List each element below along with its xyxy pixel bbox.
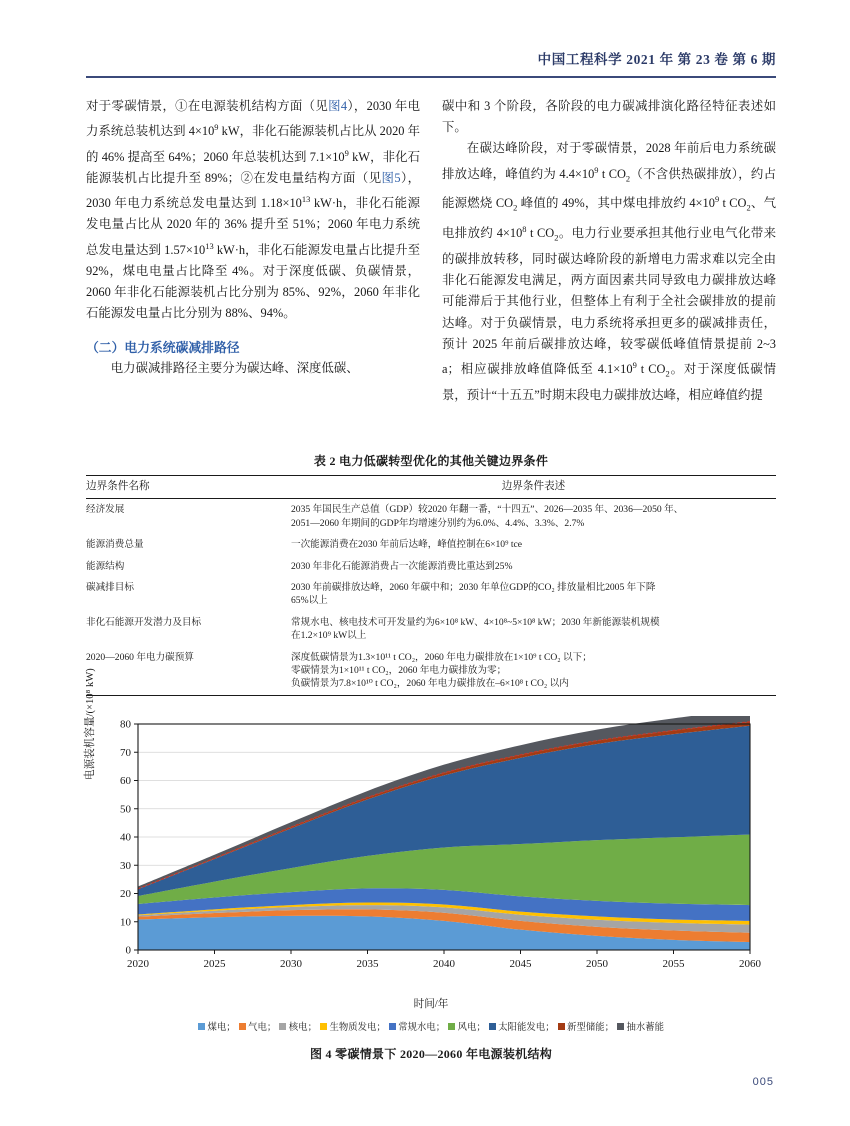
text-run: kW·h，非化石能源发电量占比从 2020 年的 36% 提升至 51%；2060 年电力系统总发电量达到 1.57×10 <box>86 196 421 257</box>
text-run: t CO <box>526 226 555 241</box>
table-cell-name: 能源消费总量 <box>86 539 144 551</box>
table-caption: 表 2 电力低碳转型优化的其他关键边界条件 <box>313 454 549 468</box>
table-cell-line: 2035 年国民生产总值（GDP）较2020 年翻一番，“十四五”、2026—2035 年、2036—2050 年、 <box>291 504 684 516</box>
text-run: 对于零碳情景，①在电源装机结构方面（见 <box>86 99 329 113</box>
y-tick-label: 0 <box>125 944 131 957</box>
sup: 9 <box>214 122 219 133</box>
text-run: kW，非化石能源装机占比提升至 89%；②在发电量结构方面（见 <box>86 149 420 185</box>
x-tick-label: 2020 <box>127 958 149 970</box>
table-cell-line: 65%以上 <box>291 595 328 607</box>
legend-item-1[interactable] <box>239 1019 267 1033</box>
stacked-area-chart <box>86 716 776 984</box>
legend-item-8[interactable] <box>617 1019 664 1033</box>
table-cell-description <box>291 534 776 555</box>
table-row <box>86 499 776 534</box>
legend-swatch-icon <box>239 1023 246 1030</box>
legend-label: 气电 <box>248 1023 267 1033</box>
left-column <box>86 96 420 406</box>
x-tick-label: 2045 <box>509 958 532 970</box>
legend-swatch-icon <box>279 1023 286 1030</box>
x-tick-label: 2030 <box>280 958 302 970</box>
legend-label: 太阳能发电 <box>498 1023 546 1033</box>
table-cell-description <box>291 556 776 577</box>
table-cell-name: 能源结构 <box>86 560 125 572</box>
left-paragraph-1 <box>86 96 420 325</box>
figure-link-5[interactable]: 图 <box>381 170 395 185</box>
table-col-header-name: 边界条件名称 <box>86 481 150 492</box>
x-tick-label: 2035 <box>356 958 379 970</box>
sup: 13 <box>205 240 214 251</box>
sub: 2 <box>665 368 670 379</box>
table-row <box>86 577 776 612</box>
text-run: 、气电排放约 4×10 <box>442 196 777 241</box>
text-run: t CO <box>636 362 666 377</box>
legend-item-4[interactable] <box>389 1019 436 1033</box>
text-run: t CO <box>719 196 747 211</box>
table-row <box>86 647 776 696</box>
table-cell-description <box>291 612 776 647</box>
legend-separator: ； <box>307 1023 317 1033</box>
y-tick-label: 30 <box>120 859 131 872</box>
sup: 9 <box>594 164 599 175</box>
chart-legend <box>86 1019 776 1033</box>
table-body <box>86 499 776 695</box>
text-run: kW，非化石能源装机占比从 2020 年的 46% 提高至 64%；2060 年总装机达到 7.1×10 <box>86 124 420 164</box>
table-cell-name: 碳减排目标 <box>86 582 134 594</box>
table-cell-name: 2020—2060 年电力碳预算 <box>86 651 194 663</box>
y-tick-label: 10 <box>120 916 131 929</box>
right-column <box>442 96 776 406</box>
legend-separator: ； <box>604 1023 614 1033</box>
figure-link-4-num[interactable]: 4 <box>340 99 348 113</box>
text-run: 峰值的 49%，其中煤电排放约 4×10 <box>517 196 715 211</box>
legend-item-3[interactable] <box>320 1019 376 1033</box>
legend-separator: ； <box>376 1023 386 1033</box>
table-cell-description <box>291 577 776 612</box>
figure-link-4[interactable]: 图 <box>328 99 341 113</box>
sub: 2 <box>625 173 631 184</box>
table-row <box>86 556 776 577</box>
legend-label: 常规水电 <box>398 1023 436 1033</box>
table-cell-line: 2030 年非化石能源消费占一次能源消费比重达到25% <box>291 560 513 572</box>
text-run: 。电力行业要承担其他行业电气化带来的碳排放转移，同时碳达峰阶段的新增电力需求难以完全由非化石能源发电满足，两方面因素共同导致电力碳排放达峰可能滞后于其他行业，但整体上有利于全社会碳排放的提前达峰。对于负碳情景，电力系统将承担更多的碳减排责任，预计 2025 年前后碳排放达峰，较零碳低峰值情景提前 2~3 a；相应碳排放峰值降低至 4.1×10 <box>442 226 777 377</box>
text-run: ），2030 年电力系统总装机达到 4×10 <box>86 99 421 139</box>
text-run: ），2030 年电力系统总发电量达到 1.18×10 <box>86 170 420 211</box>
right-paragraph-1: 碳中和 3 个阶段，各阶段的电力碳减排演化路径特征表述如下。 <box>442 99 776 135</box>
legend-item-7[interactable] <box>558 1019 605 1033</box>
table-cell-line: 在1.2×10⁹ kW以上 <box>291 630 367 642</box>
left-paragraph-2: 电力碳减排路径主要分为碳达峰、深度低碳、 <box>110 360 359 375</box>
sup: 8 <box>522 224 527 235</box>
table-cell-line: 深度低碳情景为1.3×10¹¹ t CO₂，2060 年电力碳排放在1×10⁹ t CO₂ 以下； <box>291 651 592 663</box>
right-paragraph-2 <box>442 138 776 406</box>
legend-label: 核电 <box>288 1023 308 1033</box>
y-tick-label: 60 <box>120 775 131 788</box>
y-tick-label: 70 <box>120 746 131 759</box>
legend-swatch-icon <box>489 1023 496 1030</box>
sup: 9 <box>344 147 349 158</box>
table-cell-description <box>291 647 776 696</box>
legend-label: 风电 <box>457 1023 477 1033</box>
boundary-conditions-table <box>86 475 776 696</box>
running-title: 中国工程科学 2021 年 第 23 卷 第 6 期 <box>537 52 776 67</box>
x-tick-label: 2055 <box>662 958 685 970</box>
table-row <box>86 612 776 647</box>
table-cell-line: 常规水电、核电技术可开发量约为6×10⁸ kW、4×10⁸~5×10⁸ kW；2030 年新能源装机规模 <box>291 616 660 628</box>
legend-item-6[interactable] <box>489 1019 545 1033</box>
table-header-row <box>86 476 776 499</box>
legend-separator: ； <box>435 1023 446 1033</box>
legend-swatch-icon <box>198 1023 205 1030</box>
table-cell-line: 负碳情景为7.8×10¹⁰ t CO₂，2060 年电力碳排放在–6×10⁸ t CO₂ 以内 <box>291 678 569 690</box>
text-run: 在碳达峰阶段，对于零碳情景，2028 年前后电力系统碳排放达峰，峰值约为 4.4×10 <box>442 141 776 181</box>
text-run: kW·h，非化石能源发电量占比提升至 92%，煤电电量占比降至 4%。对于深度低碳、负碳情景，2060 年非化石能源装机占比分别为 85%、92%，2060 年非化石能源发电量占比分别为 88%、94%。 <box>86 242 420 321</box>
legend-label: 新型储能 <box>567 1023 605 1033</box>
legend-label: 抽水蓄能 <box>626 1023 664 1033</box>
table-cell-name: 经济发展 <box>86 504 125 516</box>
legend-swatch-icon <box>617 1023 624 1030</box>
y-tick-label: 50 <box>120 803 131 816</box>
x-tick-label: 2060 <box>739 958 761 970</box>
section-heading: （二）电力系统碳减排路径 <box>86 339 240 355</box>
figure-link-5-num[interactable]: 5 <box>394 170 401 185</box>
x-tick-label: 2025 <box>203 958 226 970</box>
chart-x-axis-label: 时间/年 <box>413 999 449 1010</box>
legend-separator: ； <box>266 1023 277 1033</box>
legend-swatch-icon <box>389 1023 396 1030</box>
legend-item-2[interactable] <box>279 1019 307 1033</box>
table-cell-name: 非化石能源开发潜力及目标 <box>86 616 202 628</box>
legend-swatch-icon <box>558 1023 565 1030</box>
y-tick-label: 80 <box>120 718 131 731</box>
text-run: 。对于深度低碳情景，预计“十五五”时期末段电力碳排放达峰，相应峰值约提 <box>442 362 777 402</box>
legend-label: 煤电 <box>207 1023 227 1033</box>
x-tick-label: 2040 <box>433 958 455 970</box>
table-head <box>86 476 776 499</box>
y-tick-label: 20 <box>120 888 131 901</box>
sub: 2 <box>513 203 518 213</box>
legend-swatch-icon <box>320 1023 327 1030</box>
legend-separator: ； <box>226 1023 236 1033</box>
sup: 9 <box>632 360 637 371</box>
body-columns <box>86 96 776 406</box>
table-cell-line: 零碳情景为1×10¹¹ t CO₂，2060 年电力碳排放为零； <box>291 665 507 677</box>
x-tick-label: 2050 <box>586 958 608 970</box>
legend-separator: ； <box>476 1023 486 1033</box>
legend-separator: ； <box>545 1023 555 1033</box>
table-cell-description <box>291 499 776 534</box>
boundary-conditions-table-wrap <box>86 452 776 696</box>
page-number: 005 <box>752 1076 774 1088</box>
table-cell-line: 2051—2060 年期间的GDP年均增速分别约为6.0%、4.4%、3.3%、2.7% <box>291 517 585 529</box>
text-run: t CO <box>598 166 626 181</box>
table-cell-line: 一次能源消费在2030 年前后达峰，峰值控制在6×10⁹ tce <box>291 539 522 551</box>
sub: 2 <box>554 232 559 243</box>
legend-item-5[interactable] <box>448 1019 476 1033</box>
y-tick-label: 40 <box>120 831 131 844</box>
table-cell-line: 2030 年前碳排放达峰，2060 年碳中和；2030 年单位GDP的CO₂ 排放量相比2005 年下降 <box>291 582 656 594</box>
legend-label: 生物质发电 <box>329 1023 377 1033</box>
sub: 2 <box>746 203 751 213</box>
sup: 13 <box>301 194 311 205</box>
chart-y-axis-label: 电源装机容量/(×10⁸ kW) <box>85 668 96 780</box>
figure-caption: 图 4 零碳情景下 2020—2060 年电源装机结构 <box>309 1047 553 1061</box>
header-divider <box>86 76 776 78</box>
legend-item-0[interactable] <box>198 1019 226 1033</box>
table-col-header-desc: 边界条件表述 <box>501 481 566 492</box>
legend-swatch-icon <box>448 1023 455 1030</box>
table-row <box>86 534 776 555</box>
text-run: （不含供热碳排放），约占能源燃烧 CO <box>442 166 776 211</box>
page-header <box>86 48 776 69</box>
sup: 9 <box>714 194 720 205</box>
